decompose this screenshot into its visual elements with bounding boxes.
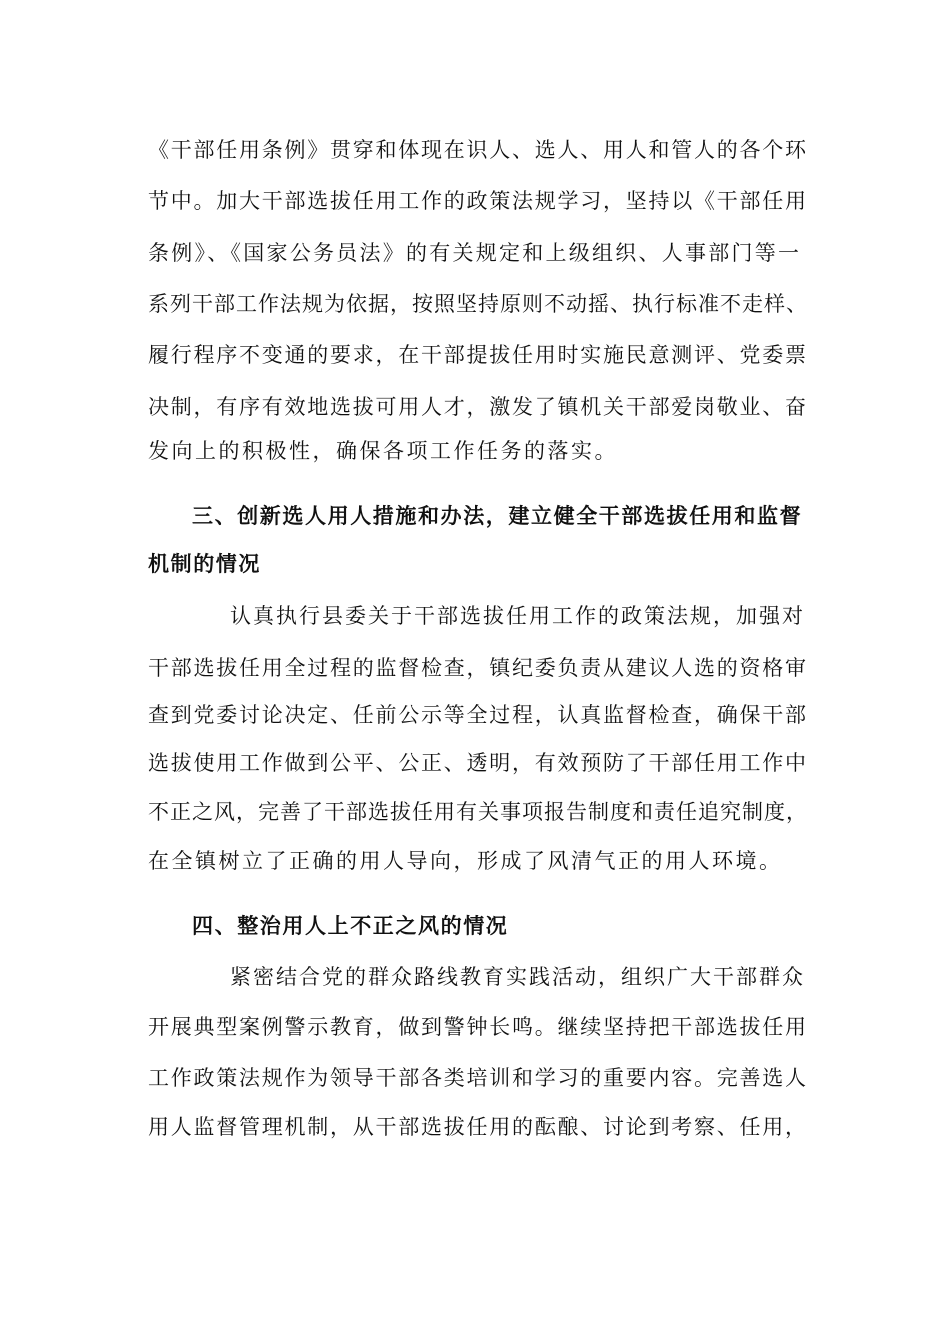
paragraph-line: 开展典型案例警示教育，做到警钟长鸣。继续坚持把干部选拔任用 [148,1015,808,1039]
paragraph-line: 用人监督管理机制，从干部选拔任用的酝酿、讨论到考察、任用， [148,1115,808,1139]
paragraph-line: 《干部任用条例》贯穿和体现在识人、选人、用人和管人的各个环 [148,138,808,162]
section-heading: 四、整治用人上不正之风的情况 [192,914,509,938]
paragraph-line: 选拔使用工作做到公平、公正、透明，有效预防了干部任用工作中 [148,751,808,775]
paragraph-line: 履行程序不变通的要求，在干部提拔任用时实施民意测评、党委票 [148,343,808,367]
paragraph-line: 查到党委讨论决定、任前公示等全过程，认真监督检查，确保干部 [148,703,808,727]
paragraph-line: 节中。加大干部选拔任用工作的政策法规学习，坚持以《干部任用 [148,189,808,213]
paragraph-line: 决制，有序有效地选拔可用人才，激发了镇机关干部爱岗敬业、奋 [148,395,808,419]
paragraph-line: 认真执行县委关于干部选拔任用工作的政策法规，加强对 [230,604,805,628]
paragraph-line: 发向上的积极性，确保各项工作任务的落实。 [148,439,618,463]
paragraph-line: 条例》、《国家公务员法》的有关规定和上级组织、人事部门等一 [148,241,802,265]
paragraph-line: 紧密结合党的群众路线教育实践活动，组织广大干部群众 [230,965,805,989]
paragraph-line: 不正之风，完善了干部选拔任用有关事项报告制度和责任追究制度， [148,800,808,824]
section-heading: 机制的情况 [148,552,261,576]
section-heading: 三、创新选人用人措施和办法，建立健全干部选拔任用和监督 [192,504,803,528]
paragraph-line: 在全镇树立了正确的用人导向，形成了风清气正的用人环境。 [148,849,783,873]
paragraph-line: 系列干部工作法规为依据，按照坚持原则不动摇、执行标准不走样、 [148,292,808,316]
paragraph-line: 干部选拔任用全过程的监督检查，镇纪委负责从建议人选的资格审 [148,656,808,680]
paragraph-line: 工作政策法规作为领导干部各类培训和学习的重要内容。完善选人 [148,1066,808,1090]
